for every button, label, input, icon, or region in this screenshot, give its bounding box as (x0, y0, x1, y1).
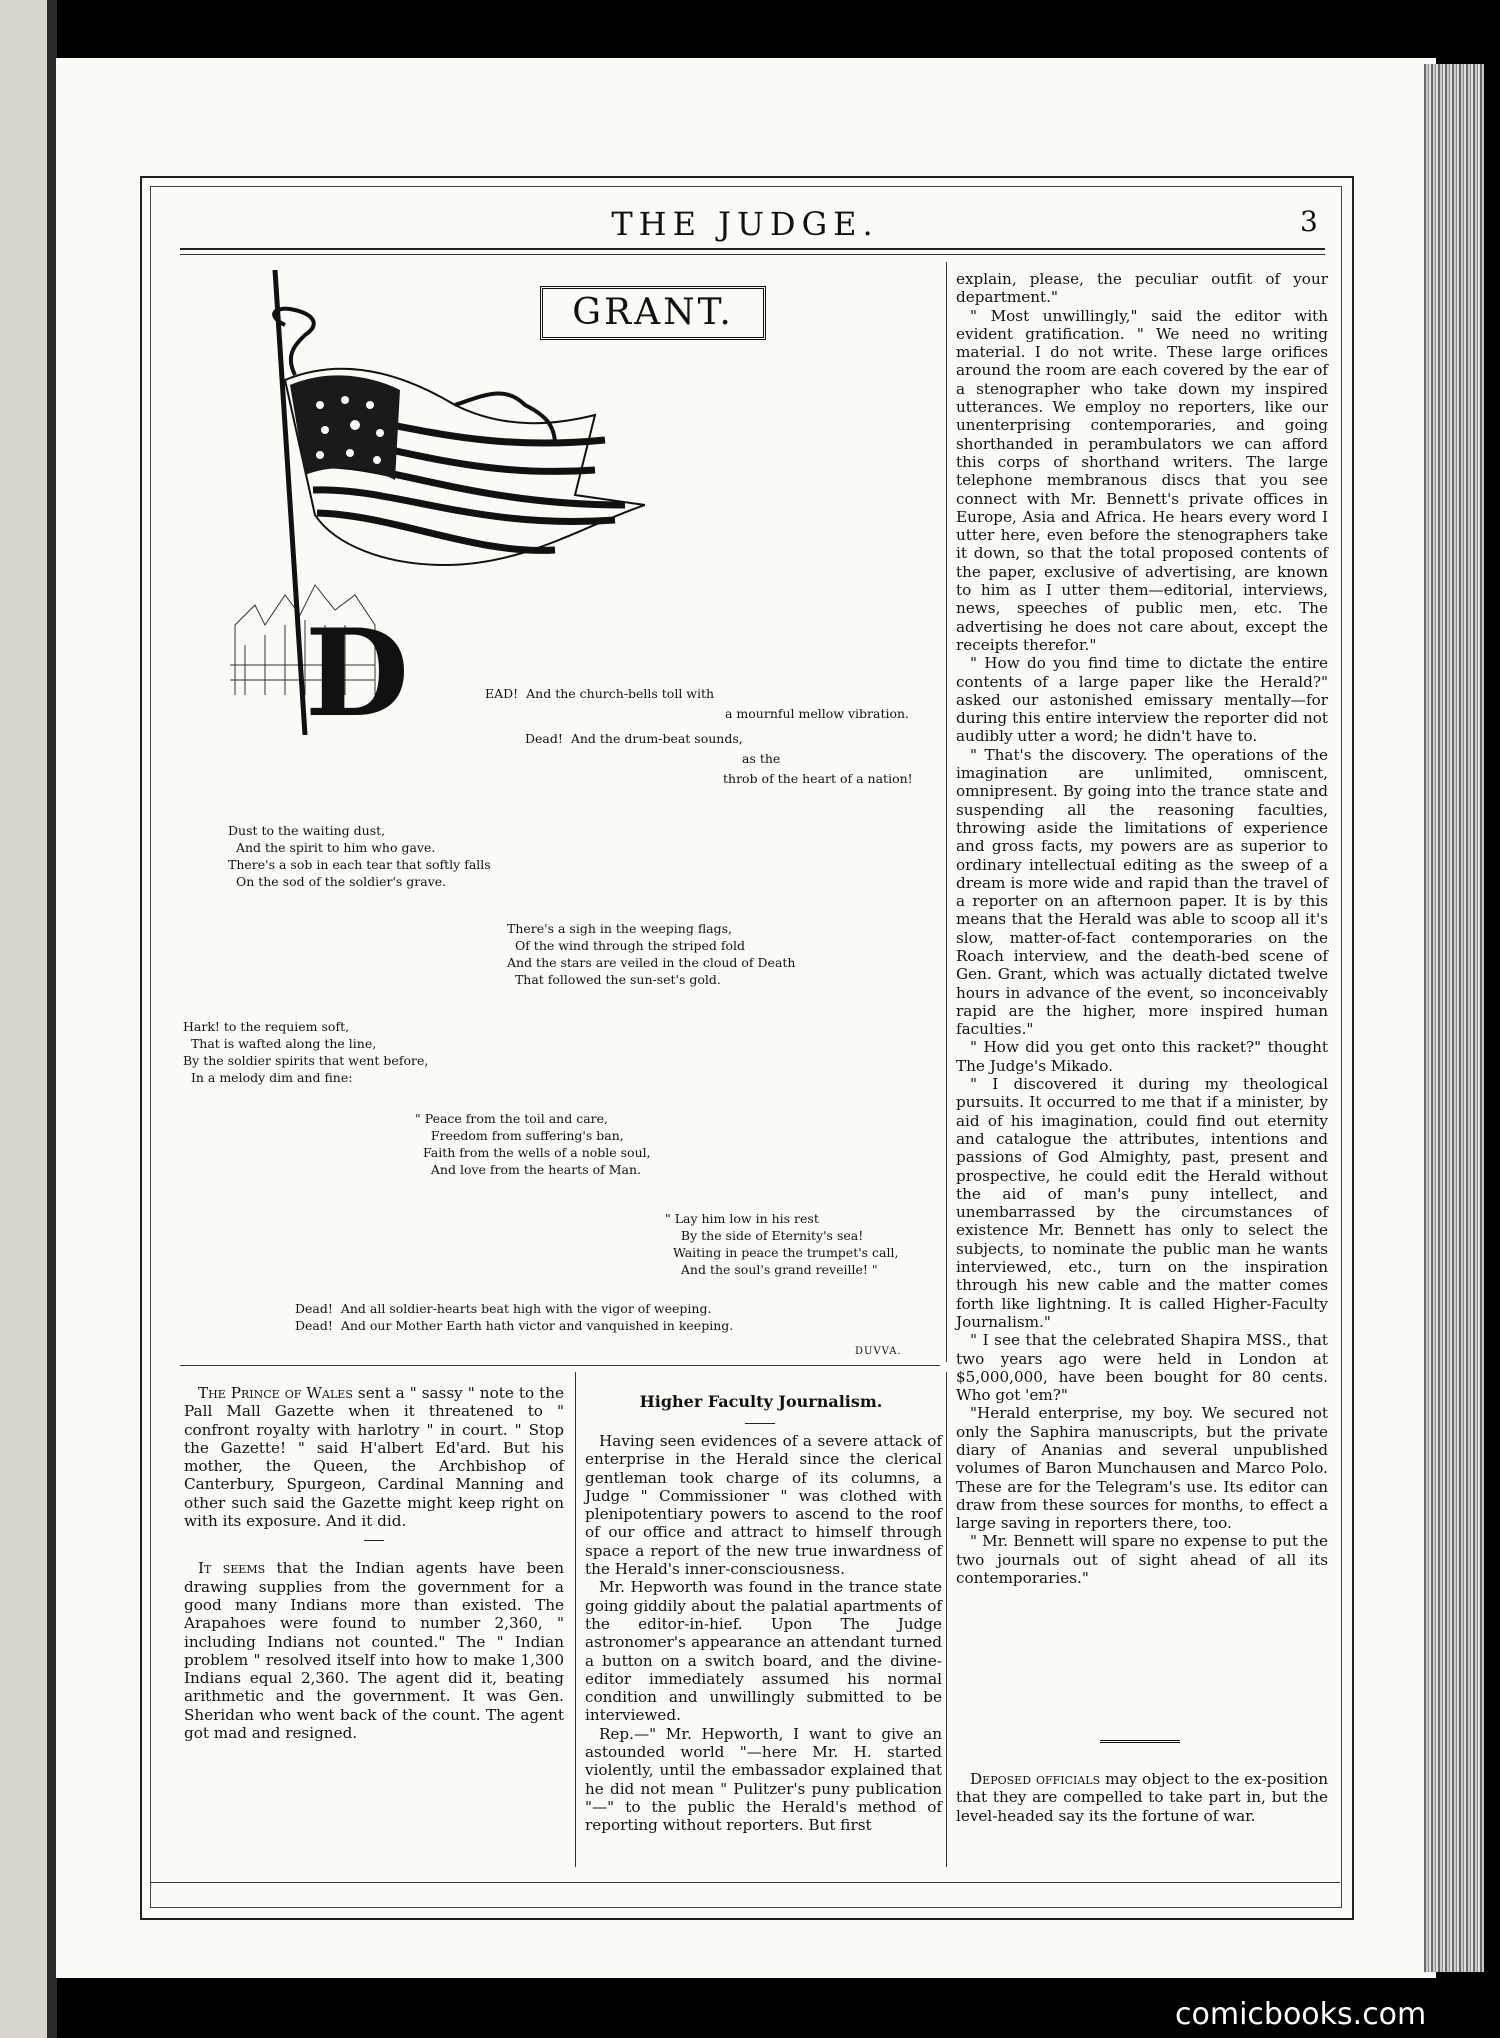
poem-stanza-4: " Peace from the toil and care, Freedom from suffering's ban, Faith from the wells of a noble soul, And love from the hearts of Man. (415, 1111, 651, 1177)
column-rule-upper (946, 262, 947, 1362)
poem-stanza-1: Dust to the waiting dust, And the spirit to him who gave. There's a sob in each tear that softly falls On the sod of the soldier's grave. (228, 823, 491, 889)
indian-lead: It seems (198, 1559, 266, 1578)
left-section-dash (364, 1540, 384, 1541)
right-para: " That's the discovery. The operations of the imagination are unlimited, omniscent, omnipresent. By going into the trance state and suspending all the reasoning faculties, throwing aside the limitations of experience and gross facts, my powers are as superior to ordinary intellectual editing as the sweep of a dream is more wide and rapid than the travel of a reporter on an afternoon paper. It is by this means that the Herald was able to scoop all it's slow, matter-of-fact contemporaries on the Roach interview, and the death-bed scene of Gen. Grant, which was actually dictated twelve hours in advance of the event, so inconceivably rapid are the higher, more inspired human faculties." (956, 745, 1328, 1039)
us-flag (274, 309, 645, 565)
watermark: comicbooks.com (1175, 1997, 1427, 2032)
column-rule-lower-left (575, 1372, 576, 1867)
masthead-rule (180, 248, 1325, 250)
left-bottom-column (184, 1384, 564, 1742)
deposed-officials (956, 1770, 1328, 1825)
right-para: " How did you get onto this racket?" thought The Judge's Mikado. (956, 1038, 1328, 1075)
grant-title: GRANT. (540, 286, 766, 340)
page-number: 3 (1300, 205, 1318, 238)
right-para: "Herald enterprise, my boy. We secured not only the Saphira manuscripts, but the private diary of Ananias and several unpublished volumes of Baron Munchausen and Marco Polo. These are for the Telegram's use. Its editor can draw from these sources for months, to effect a large saving in reporters there, too. (956, 1404, 1328, 1533)
hfj-heading: Higher Faculty Journalism. (639, 1392, 883, 1411)
drop-cap-d: D (305, 603, 410, 735)
right-para: " I see that the celebrated Shapira MSS., that two years ago were held in London at $5,000,000, have been bought for 80 cents. Who got 'em?" (956, 1331, 1328, 1405)
masthead-rule-thin (180, 254, 1325, 255)
right-section-rule (1100, 1740, 1180, 1743)
prince-text: sent a " sassy " note to the Pall Mall Gazette when it threatened to " confront royalty with harlotry " in court. " Stop the Gazette! " said H'albert Ed'ard. But his mother, the Queen, the Archbishop of Canterbury, Spurgeon, Cardinal Manning and other such said the Gazette might keep right on with its exposure. And it did. (184, 1384, 564, 1531)
hfj-heading-rule (745, 1423, 775, 1424)
poem-signature: DUVVA. (855, 1346, 902, 1357)
right-column (956, 270, 1328, 1587)
bottom-rule (150, 1882, 1340, 1883)
poem-stanza-5: " Lay him low in his rest By the side of Eternity's sea! Waiting in peace the trumpet's call, And the soul's grand reveille! " (665, 1211, 899, 1277)
right-para: " How do you find time to dictate the entire contents of a large paper like the Herald?" asked our astonished emissary mentally—for during this entire interview the reporter did not audibly utter a word; he didn't have to. (956, 654, 1328, 746)
poem-opening-2: Dead! And the drum-beat sounds, (525, 731, 743, 746)
poem-first-line: EAD! And the church-bells toll with (485, 686, 715, 701)
hfj-para: Mr. Hepworth was found in the trance state going giddily about the palatial apartments of the editor-in-hief. Upon The Judge astronomer's appearance an attendant turned a button on a switch board, and the divine-editor immediately assumed his normal condition and unwillingly submitted to be interviewed. (585, 1578, 942, 1725)
prince-lead: The Prince of Wales (198, 1384, 353, 1402)
masthead: THE JUDGE. (611, 205, 879, 243)
poem-opening-4: throb of the heart of a nation! (723, 771, 913, 786)
deposed-lead: Deposed officials (970, 1770, 1101, 1788)
right-para: explain, please, the peculiar outfit of your department." (956, 270, 1328, 307)
right-para: " Most unwillingly," said the editor with evident gratification. " We need no writing material. I do not write. These large orifices around the room are each covered by the ear of a stenographer who take down my inspired utterances. We employ no reporters, like our unenterprising contemporaries, and going shorthanded in perambulators we can afford this corps of shorthand writers. The large telephone membranous discs that you see connect with Mr. Bennett's private offices in Europe, Asia and Africa. He hears every word I utter here, even before the stenographers take it down, so that the total proposed contents of the paper, exclusive of advertising, are known to him as I utter them—editorial, interviews, news, speeches of public men, etc. The advertising he does not care about, except the receipts therefor." (956, 306, 1328, 654)
column-rule-lower-right (946, 1372, 947, 1867)
right-para: " Mr. Bennett will spare no expense to put the two journals out of sight ahead of all its contemporaries." (956, 1532, 1328, 1588)
poem-bottom-rule (180, 1365, 940, 1366)
page-edges (1424, 64, 1484, 1972)
hfj-para: Having seen evidences of a severe attack of enterprise in the Herald since the clerical gentleman took charge of its columns, a Judge " Commissioner " was clothed with plenipotentiary powers to ascend to the roof of our office and attract to himself through space a report of the new true inwardness of the Herald's inner-consciousness. (585, 1432, 942, 1579)
right-para: " I discovered it during my theological pursuits. It occurred to me that if a minister, by aid of his imagination, could find out eternity and catalogue the attributes, intentions and passions of God Almighty, past, present and prospective, he could edit the Herald without the aid of man's puny intellect, and unembarrassed by the circumstances of existence Mr. Bennett has only to select the subjects, to nominate the public man he wants interviewed, etc., turn on the inspiration through his new cable and the matter comes forth like lightning. It is called Higher-Faculty Journalism." (956, 1075, 1328, 1331)
deposed-text: may object to the ex-position that they are compelled to take part in, but the level-headed say its the fortune of war. (956, 1770, 1328, 1825)
poem-opening-3: as the (742, 751, 781, 766)
indian-text: that the Indian agents have been drawing supplies from the government for a good many Indians more than existed. The Arapahoes were found to number 2,360, " including Indians not counted." The " Indian problem " resolved itself into how to make 1,300 Indians equal 2,360. The agent did it, beating arithmetic and the government. It was Gen. Sheridan who went back of the count. The agent got mad and resigned. (184, 1559, 564, 1743)
poem-opening-1: a mournful mellow vibration. (725, 706, 910, 721)
poem-stanza-2: There's a sigh in the weeping flags, Of the wind through the striped fold And the stars are veiled in the cloud of Death That followed the sun-set's gold. (507, 921, 796, 987)
poem-stanza-3: Hark! to the requiem soft, That is wafted along the line, By the soldier spirits that went before, In a melody dim and fine: (183, 1019, 429, 1085)
poem-closing: Dead! And all soldier-hearts beat high with the vigor of weeping. Dead! And our Mother Earth hath victor and vanquished in keeping. (295, 1301, 734, 1333)
hfj-para: Rep.—" Mr. Hepworth, I want to give an astounded world "—here Mr. H. started violently, until the embassador explained that he did not mean " Pulitzer's puny publication "—" to the public the Herald's method of reporting without reporters. But first (585, 1724, 942, 1835)
middle-bottom-column (585, 1432, 942, 1835)
